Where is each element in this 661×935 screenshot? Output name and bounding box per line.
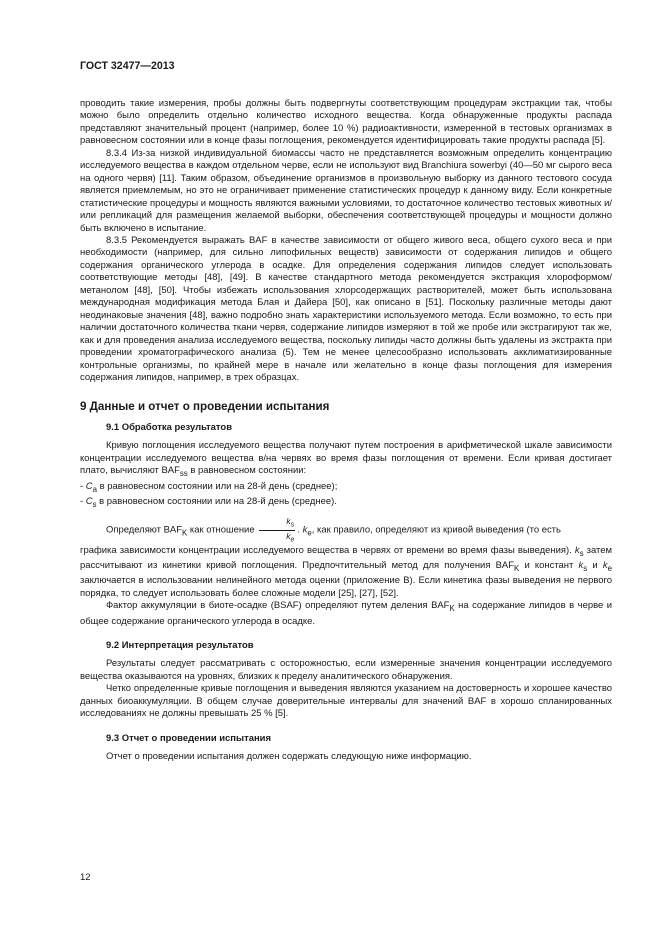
- text: в равновесном состоянии или на 28-й день (среднее);: [96, 480, 338, 492]
- section-9-2-heading: 9.2 Интерпретация результатов: [106, 640, 254, 652]
- subscript: e: [607, 563, 612, 573]
- text: , как правило, определяют из кривой выведения (то есть: [311, 524, 561, 536]
- subscript: K: [449, 604, 455, 614]
- variable: k: [602, 559, 608, 571]
- paragraph-9-3: Отчет о проведении испытания должен содержать следующую ниже информацию.: [106, 751, 472, 763]
- text: Фактор аккумуляции в биоте-осадке (BSAF) определяют путем деления BAF: [106, 600, 450, 612]
- paragraph-9-1-bsaf: [80, 600, 612, 628]
- variable: C: [85, 480, 93, 492]
- text: и: [587, 559, 603, 571]
- fraction-ks-ke: [259, 516, 295, 544]
- section-9-3-heading: 9.3 Отчет о проведении испытания: [106, 732, 271, 744]
- variable: k: [574, 544, 580, 556]
- paragraph-continuation: проводить такие измерения, пробы должны быть подвергнуты соответствующим процедурам экстракции так, чтобы можно было определить отдельно количество исходного вещества. Когда обнаруженные продукты распада представляют значительный процент (например, более 10 %) радиоактивности, измеренной в тестовых организмах в равновесном состоянии или в конце фазы поглощения, рекомендуется идентифицировать такие продукты распада [5].: [80, 98, 612, 147]
- list-item-cs: [80, 496, 612, 511]
- fraction-numerator: [259, 516, 295, 531]
- fraction-denominator: [259, 531, 295, 545]
- paragraph-9-1-kinetics: [80, 545, 612, 601]
- subscript: K: [181, 528, 188, 538]
- paragraph-9-1-intro: [80, 440, 612, 480]
- section-9-heading: 9 Данные и отчет о проведении испытания: [80, 400, 330, 414]
- list-dash: -: [80, 480, 86, 492]
- text: Определяют BAF: [106, 524, 182, 536]
- variable: k: [578, 559, 584, 571]
- text: заключается в использовании нелинейного метода оценки (приложение В). Если кинетика фазы выведения не первого порядка, то следует использовать более сложные модели [25], [27], [52].: [80, 575, 612, 599]
- text: как отношение: [187, 524, 258, 536]
- paragraph-8-3-4: 8.3.4 Из-за низкой индивидуальной биомассы часто не представляется возможным определить концентрацию исследуемого вещества в каждом отдельном черве, если не используют вид Branchiura sowerbyi (40—50 мг сырого веса на одного червя) [11]. Таким образом, объединение организмов в произвольную выборку из данного тестового сосуда является приемлемым, но это не ограничивает применение статистических процедур к данному виду. Если конкретные статистические процедуры и мощность являются важными условиями, то достаточное количество тестовых животных и/или репликаций для размещения желаемой выборки, обеспечения соответствующей процедуры и мощности должно быть включено в испытание.: [80, 147, 612, 234]
- text: и констант: [519, 559, 579, 571]
- paragraph-9-2-b: Четко определенные кривые поглощения и выведения являются указанием на достоверность и хорошее качество данных биоаккумуляции. В общем случае доверительные интервалы для значений BAF в хорошо спланированных исследованиях не должны превышать 25 % [5].: [80, 683, 612, 720]
- page-number: 12: [80, 872, 91, 883]
- variable: C: [85, 495, 93, 507]
- text: на содержание липидов в черве и общее содержание органического углерода в осадке.: [80, 600, 612, 627]
- list-dash: -: [80, 495, 86, 507]
- subscript: K: [514, 563, 520, 573]
- variable: k: [286, 530, 291, 541]
- text: затем рассчитывают из кинетики кривой поглощения. Предпочтительный метод для получения BAF: [80, 544, 612, 571]
- text: графика зависимости концентрации исследуемого вещества в червях от времени во время фазы выведения).: [80, 544, 575, 556]
- subscript: s: [583, 563, 588, 573]
- subscript: s: [92, 499, 97, 509]
- variable: k: [302, 524, 308, 536]
- text: Кривую поглощения исследуемого вещества получают путем построения в арифметической шкале зависимости концентрации исследуемого вещества в/на червях во время фазы поглощения от времени. Если кривая достигает плато, вычисляют BAF: [80, 440, 612, 477]
- text: в равновесном состоянии или на 28-й день (среднее).: [96, 495, 337, 507]
- subscript: s: [579, 548, 584, 558]
- list-item-ca: [80, 481, 612, 496]
- text: .: [297, 524, 303, 536]
- subscript: a: [92, 484, 97, 494]
- document-header: ГОСТ 32477—2013: [80, 60, 175, 72]
- subscript: ss: [179, 469, 188, 479]
- subscript: s: [290, 520, 295, 529]
- subscript: e: [290, 535, 295, 544]
- section-9-1-heading: 9.1 Обработка результатов: [106, 421, 232, 433]
- paragraph-9-2-a: Результаты следует рассматривать с осторожностью, если измеренные значения концентрации исследуемого вещества оказываются на уровнях, близких к пределу аналитического обнаружения.: [80, 658, 612, 682]
- document-body: [80, 98, 612, 764]
- subscript: e: [307, 528, 312, 538]
- variable: k: [286, 516, 291, 527]
- text: в равновесном состоянии:: [187, 465, 307, 477]
- paragraph-bafk-formula: [80, 516, 612, 544]
- paragraph-8-3-5: 8.3.5 Рекомендуется выражать BAF в качестве зависимости от общего живого веса, общего сухого веса и при необходимости (например, для сильно липофильных веществ) зависимости от содержания липидов и общего содержания органического углерода в осадке. Для определения содержания липидов следует использовать соответствующие методы [48], [49]. В качестве стандартного метода рекомендуется экстракция хлороформом/метанолом [48], [50]. Чтобы избежать использования хлорсодержащих растворителей, может быть использована международная модификация метода Блая и Дайера [50], как описано в [51]. Поскольку различные методы дают неодинаковые значения [48], важно подробно знать характеристики используемого метода. Если возможно, то есть при наличии достаточного количества ткани червя, содержание липидов измеряют в той же пробе или экстрагируют так же, как и для проведения анализа исследуемого вещества, поскольку липиды часто должны быть удалены из экстракта при проведении хроматографического анализа (5). Тем не менее целесообразно использовать акклиматизированные контрольные организмы, по крайней мере в начале или желательно в конце фазы поглощения для измерения содержания липидов, например, в трех образцах.: [80, 234, 612, 383]
